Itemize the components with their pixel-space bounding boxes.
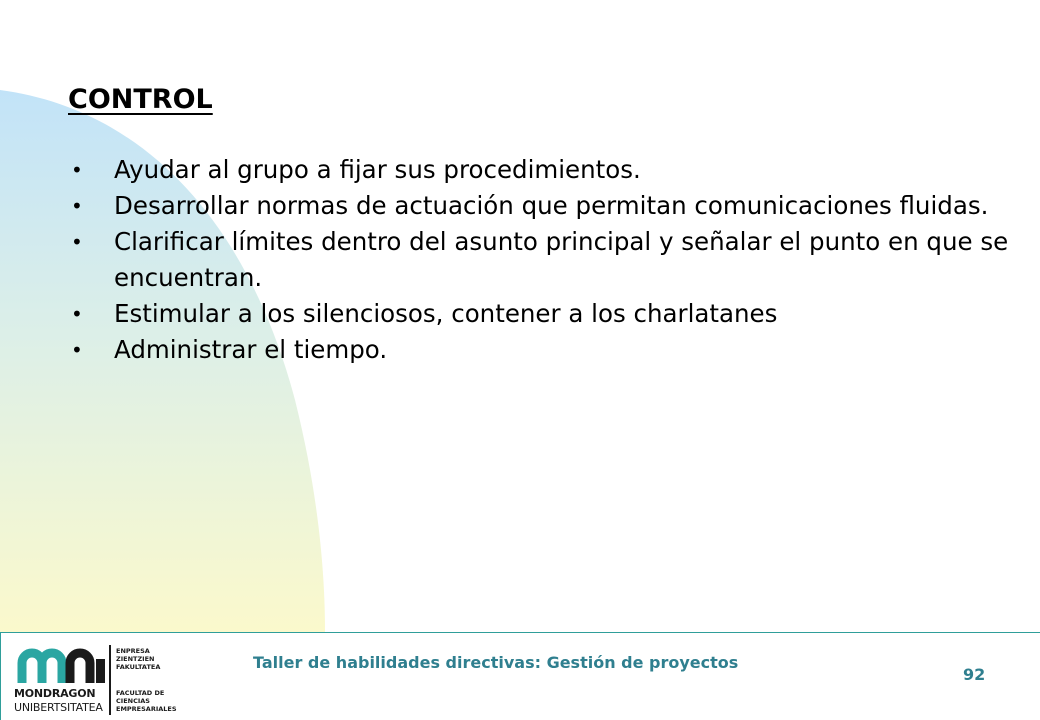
logo-faculty-spanish: FACULTAD DE CIENCIAS EMPRESARIALES (116, 689, 177, 713)
bullet-icon: • (71, 194, 83, 218)
bullet-text: Ayudar al grupo a fijar sus procedimientos. (114, 155, 641, 184)
bullet-icon: • (71, 158, 83, 182)
mondragon-logo-icon (16, 645, 108, 685)
university-logo (13, 641, 213, 719)
logo-name-line1: MONDRAGON (14, 687, 96, 700)
bullet-item (68, 332, 1018, 368)
logo-name-line2: UNIBERTSITATEA (14, 701, 103, 714)
logo-divider (109, 645, 111, 715)
footer-course-title: Taller de habilidades directivas: Gestión de proyectos (253, 653, 739, 672)
bullet-icon: • (71, 302, 83, 326)
bullet-text: Administrar el tiempo. (114, 335, 388, 364)
bullet-text: Estimular a los silenciosos, contener a los charlatanes (114, 299, 778, 328)
bullet-item (68, 224, 1018, 296)
logo-faculty-basque: ENPRESA ZIENTZIEN FAKULTATEA (116, 647, 161, 671)
bullet-item (68, 152, 1018, 188)
bullet-text: Clarificar límites dentro del asunto principal y señalar el punto en que se encuentran. (114, 227, 1009, 292)
bullet-item (68, 188, 1018, 224)
bullet-icon: • (71, 338, 83, 362)
bullet-list (68, 152, 1018, 368)
slide-title: CONTROL (68, 84, 213, 115)
bullet-icon: • (71, 230, 83, 254)
page-number: 92 (963, 665, 986, 684)
bullet-text: Desarrollar normas de actuación que permitan comunicaciones fluidas. (114, 191, 989, 220)
slide-footer (0, 632, 1040, 720)
bullet-item (68, 296, 1018, 332)
